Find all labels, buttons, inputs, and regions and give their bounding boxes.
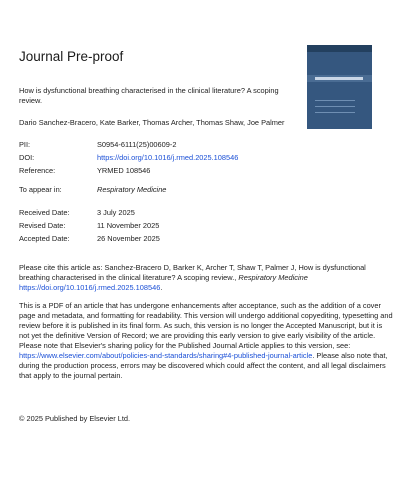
pii-label: PII: [19, 140, 31, 149]
doi-link[interactable]: https://doi.org/10.1016/j.rmed.2025.108546 [97, 153, 239, 162]
preproof-notice-paragraph [19, 301, 393, 381]
cover-decorative-lines [315, 100, 355, 101]
article-authors: Dario Sanchez-Bracero, Kate Barker, Thomas Archer, Thomas Shaw, Joe Palmer [19, 118, 285, 127]
citation-doi-link[interactable]: https://doi.org/10.1016/j.rmed.2025.108546 [19, 283, 161, 292]
article-title: How is dysfunctional breathing characterised in the clinical literature? A scoping review. [19, 86, 279, 105]
copyright-notice: © 2025 Published by Elsevier Ltd. [19, 414, 131, 423]
reference-value: YRMED 108546 [97, 166, 151, 175]
citation-journal: Respiratory Medicine [238, 273, 308, 282]
revised-date-label: Revised Date: [19, 221, 66, 230]
cover-title-text-line [315, 77, 363, 80]
revised-date-value: 11 November 2025 [97, 221, 160, 230]
cover-top-band [307, 45, 372, 52]
to-appear-in-label: To appear in: [19, 185, 62, 194]
received-date-value: 3 July 2025 [97, 208, 135, 217]
notice-text-after: . Please also note that, during the production process, errors may be discovered which could affect the content, and all legal disclaimers that apply to the journal pertain. [19, 351, 388, 380]
journal-cover-image [307, 45, 372, 129]
journal-name: Respiratory Medicine [97, 185, 167, 194]
citation-end: . [160, 283, 163, 292]
sharing-policy-link[interactable]: https://www.elsevier.com/about/policies-and-standards/sharing#4-published-journal-article [19, 351, 313, 360]
accepted-date-label: Accepted Date: [19, 234, 70, 243]
reference-label: Reference: [19, 166, 56, 175]
received-date-label: Received Date: [19, 208, 70, 217]
pii-value: S0954-6111(25)00609-2 [97, 140, 177, 149]
citation-text: Please cite this article as: Sanchez-Bracero D, Barker K, Archer T, Shaw T, Palmer J, How is dysfunctional breathing characterised in the clinical literature? A scoping review., [19, 263, 366, 282]
notice-text-before: This is a PDF of an article that has undergone enhancements after acceptance, such as the addition of a cover page and metadata, and formatting for readability. This version will undergo additional copyediting, typesetting and review before it is published in its final form. As such, this version is no longer the Accepted Manuscript, but it is not yet the definitive Version of Record; we are providing this early version to give early visibility of the article. Please note that Elsevier's sharing policy for the Published Journal Article applies to this version, see: [19, 301, 393, 350]
citation-paragraph [19, 263, 391, 293]
accepted-date-value: 26 November 2025 [97, 234, 160, 243]
journal-preproof-label: Journal Pre-proof [19, 49, 124, 64]
doi-label: DOI: [19, 153, 35, 162]
